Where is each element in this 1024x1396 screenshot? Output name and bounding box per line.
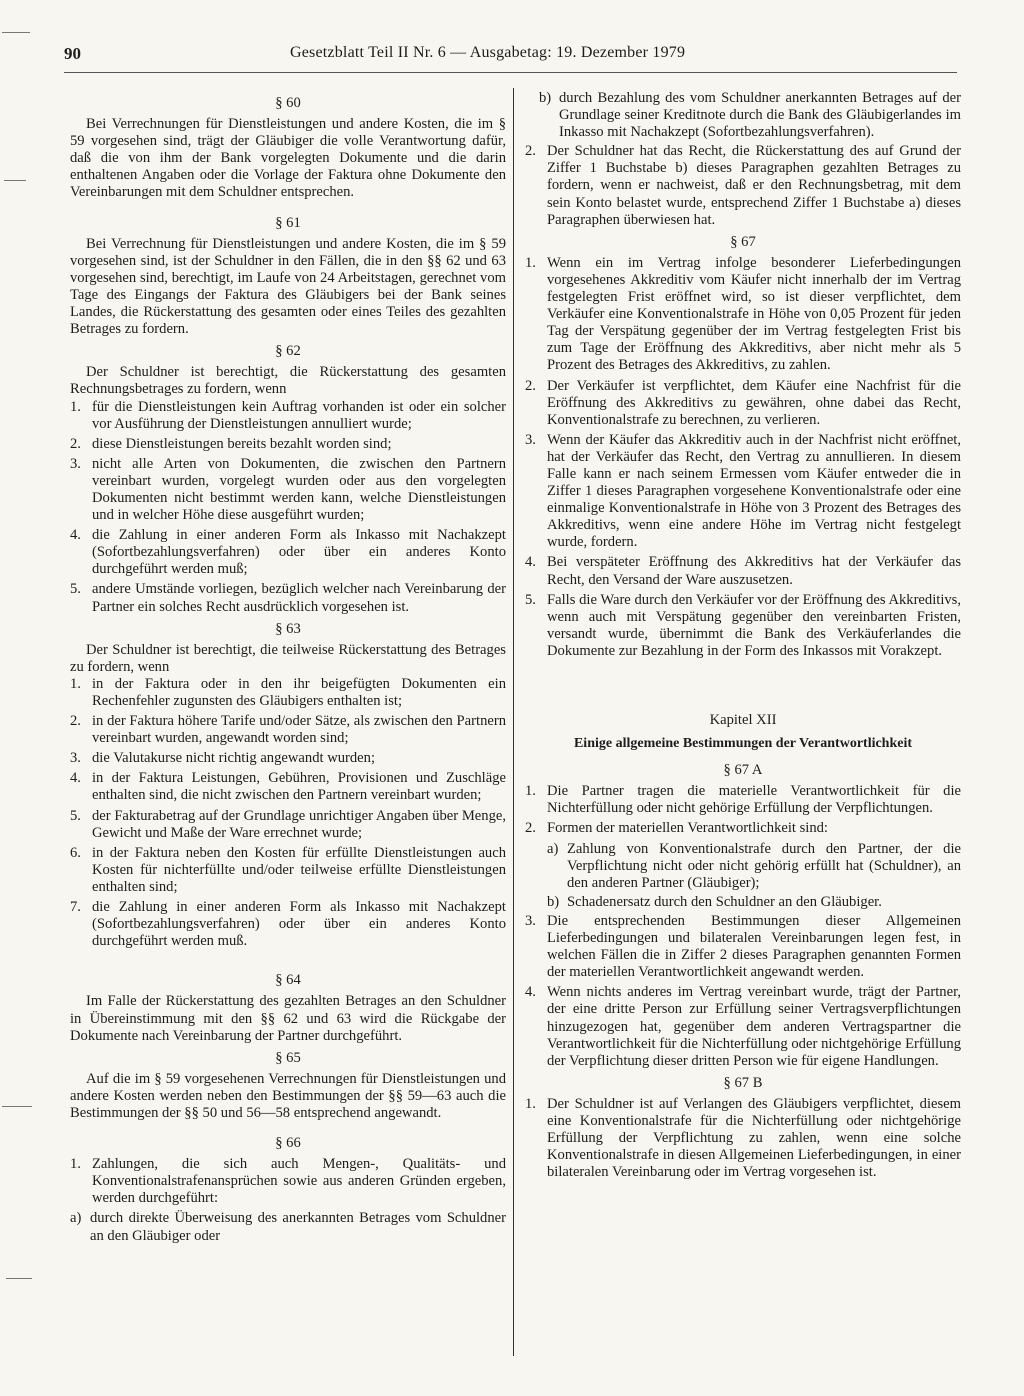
section-heading-64: § 64 bbox=[275, 972, 301, 989]
item-number: 1. bbox=[70, 1156, 81, 1173]
item-text: Falls die Ware durch den Verkäufer vor der Eröffnung des Akkreditivs, wenn auch mit Verspätung gegenüber den vereinbarten Fristen, versandt wurde, übernimmt die Bank des Verkäuferlandes die Dokumente zur Bezahlung in der Form des Inkassos mit Vorakzept. bbox=[547, 591, 961, 659]
item-text: Wenn der Käufer das Akkreditiv auch in der Nachfrist nicht eröffnet, hat der Verkäufer das Recht, den Vertrag zu annullieren. In diesem Falle kann er nach seinem Ermessen vom Käufer entweder die in Ziffer 1 dieses Paragraphen vorgesehene Konventionalstrafe oder eine einmalige Konventionalstrafe in Höhe von 3 Prozent des Betrages des Akkreditivs, wenn eine andere Höhe im Vertrag nicht festgelegt wurde, fordern. bbox=[547, 431, 961, 551]
item-number: 6. bbox=[70, 844, 81, 861]
sub-item-text: Schadenersatz durch den Schuldner an den Gläubiger. bbox=[567, 893, 882, 910]
chapter-label: Kapitel XII bbox=[709, 712, 777, 728]
right-column bbox=[525, 90, 961, 1184]
item-text: in der Faktura oder in den ihr beigefügten Dokumenten ein Rechenfehler zugunsten des Gläubigers enthalten ist; bbox=[92, 675, 506, 709]
list-item bbox=[70, 436, 506, 453]
item-text: Formen der materiellen Verantwortlichkeit sind: bbox=[547, 820, 828, 837]
item-number: 1. bbox=[70, 675, 81, 692]
item-text: der Fakturabetrag auf der Grundlage unrichtiger Angaben über Menge, Gewicht und Maße der Ware errechnet wurde; bbox=[92, 807, 506, 841]
section-heading-67: § 67 bbox=[730, 233, 756, 250]
list-item bbox=[525, 432, 961, 552]
item-text: Der Schuldner hat das Recht, die Rückerstattung des auf Grund der Ziffer 1 Buchstabe b) dieses Paragraphen gezahlten Betrages zu fordern, wenn er nachweist, daß er den Rechnungsbetrag, mit dem sein Konto belastet wurde, entsprechend Ziffer 1 Buchstabe a) dieses Paragraphen überwiesen hat. bbox=[547, 143, 961, 228]
item-text: Bei verspäteter Eröffnung des Akkreditivs hat der Verkäufer das Recht, den Versand der Ware auszusetzen. bbox=[547, 554, 961, 588]
list-item bbox=[70, 581, 506, 615]
item-text: die Zahlung in einer anderen Form als Inkasso mit Nachakzept (Sofortbezahlungsverfahren) oder über ein anderes Konto durchgeführt werden muß. bbox=[92, 899, 506, 950]
sub-item-text: durch direkte Überweisung des anerkannten Betrages vom Schuldner an den Gläubiger oder bbox=[90, 1210, 506, 1244]
margin-mark bbox=[4, 180, 26, 181]
header-rule bbox=[64, 72, 957, 73]
section-60-text: Bei Verrechnungen für Dienstleistungen und andere Kosten, die im § 59 vorgesehen sind, trägt der Gläubiger die volle Verantwortung dafür, daß die von ihm der Bank vorgelegten Dokumente und die darin enthaltenen Angaben oder die Vorlage der Faktura ohne Dokumente den Vereinbarungen mit dem Schuldner entsprechen. bbox=[70, 116, 506, 201]
list-item bbox=[525, 913, 961, 981]
sub-item-letter: b) bbox=[539, 90, 552, 106]
section-heading-65: § 65 bbox=[275, 1049, 301, 1066]
item-text: nicht alle Arten von Dokumenten, die zwischen den Partnern vereinbart wurden, vorgelegt wurden oder aus den vorgelegten Dokumenten nicht bestimmt werden kann, welche Dienstleistungen und in welcher Höhe diese ausgeführt wurden; bbox=[92, 455, 506, 524]
list-item bbox=[525, 378, 961, 429]
list-item bbox=[525, 984, 961, 1069]
list-item bbox=[525, 592, 961, 660]
item-number: 4. bbox=[70, 770, 81, 787]
section-heading-67a: § 67 A bbox=[723, 762, 763, 779]
section-heading-62: § 62 bbox=[275, 343, 301, 360]
item-text: Die Partner tragen die materielle Verantwortlichkeit für die Nichterfüllung oder nicht gehörige Erfüllung der Verpflichtungen. bbox=[547, 783, 961, 817]
item-number: 2. bbox=[525, 820, 536, 837]
section-62-list bbox=[70, 399, 506, 616]
item-text: in der Faktura Leistungen, Gebühren, Provisionen und Zuschläge enthalten sind, die nicht zwischen den Partnern vereinbart wurden; bbox=[92, 770, 506, 804]
list-item bbox=[70, 808, 506, 842]
list-item bbox=[70, 770, 506, 804]
list-item bbox=[70, 456, 506, 524]
list-item bbox=[70, 899, 506, 950]
item-text: Wenn ein im Vertrag infolge besonderer Lieferbedingungen vorgesehenes Akkreditiv vom Käufer nicht innerhalb der im Vertrag festgelegten Frist eröffnet wird, so ist dieser verpflichtet, dem Verkäufer eine Konventionalstrafe in Höhe von 0,05 Prozent für jeden Tag der Verspätung gegenüber der im Vertrag festgelegten Frist bis zum Tage der Eröffnung des Akkreditivs, aber nicht mehr als 5 Prozent des Betrages des Akkreditivs, zu zahlen. bbox=[547, 254, 961, 374]
item-number: 4. bbox=[525, 984, 536, 1001]
item-number: 2. bbox=[70, 713, 81, 730]
sub-item-letter: b) bbox=[547, 893, 560, 910]
list-item bbox=[525, 820, 961, 837]
list-item bbox=[70, 1156, 506, 1207]
section-62-intro: Der Schuldner ist berechtigt, die Rückerstattung des gesamten Rechnungsbetrages zu fordern, wenn bbox=[70, 364, 506, 398]
page-header bbox=[64, 44, 964, 74]
section-67-list bbox=[525, 255, 961, 660]
item-number: 3. bbox=[70, 750, 81, 767]
item-number: 5. bbox=[70, 581, 81, 598]
sub-item-text: Zahlung von Konventionalstrafe durch den Partner, der die Verpflichtung nicht oder nicht gehörig erfüllt hat (Schuldner), an den anderen Partner (Gläubiger); bbox=[567, 840, 961, 891]
item-text: diese Dienstleistungen bereits bezahlt worden sind; bbox=[92, 435, 392, 452]
list-item bbox=[70, 527, 506, 578]
section-63-intro: Der Schuldner ist berechtigt, die teilweise Rückerstattung des Betrages zu fordern, wenn bbox=[70, 641, 506, 675]
item-text: in der Faktura höhere Tarife und/oder Sätze, als zwischen den Partnern vereinbart wurden, angewandt worden sind; bbox=[92, 713, 506, 747]
item-text: für die Dienstleistungen kein Auftrag vorhanden ist oder ein solcher vor Ausführung der Dienstleistungen annulliert wurde; bbox=[92, 398, 506, 432]
sub-item-letter: a) bbox=[547, 840, 559, 857]
item-number: 3. bbox=[525, 912, 536, 929]
list-item bbox=[70, 750, 506, 767]
margin-mark bbox=[2, 1106, 32, 1107]
section-heading-63: § 63 bbox=[275, 620, 301, 637]
item-number: 2. bbox=[525, 143, 536, 160]
section-heading-66: § 66 bbox=[275, 1135, 301, 1152]
list-item bbox=[70, 845, 506, 896]
item-text: andere Umstände vorliegen, bezüglich welcher nach Vereinbarung der Partner ein solches Recht ausdrücklich vorgesehen ist. bbox=[92, 581, 506, 615]
page-number: 90 bbox=[64, 44, 81, 63]
item-number: 2. bbox=[70, 435, 81, 452]
running-title: Gesetzblatt Teil II Nr. 6 — Ausgabetag: 19. Dezember 1979 bbox=[290, 44, 686, 61]
sub-item-letter: a) bbox=[70, 1210, 82, 1227]
item-number: 1. bbox=[525, 1095, 536, 1112]
list-item bbox=[525, 783, 961, 817]
list-item bbox=[525, 554, 961, 588]
item-number: 5. bbox=[70, 807, 81, 824]
sub-item bbox=[70, 1210, 506, 1244]
list-item bbox=[70, 713, 506, 747]
list-item bbox=[525, 255, 961, 375]
item-number: 1. bbox=[70, 398, 81, 415]
item-text: Die entsprechenden Bestimmungen dieser Allgemeinen Lieferbedingungen und bilateralen Vereinbarungen legen fest, in welchen Fällen die in Ziffer 2 dieses Paragraphen genannten Formen der materiellen Verantwortlichkeit angewandt werden. bbox=[547, 912, 961, 981]
item-text: Der Schuldner ist auf Verlangen des Gläubigers verpflichtet, diesem eine Konventionalstrafe für die Nichterfüllung oder nichtgehörige Erfüllung der Verpflichtung zu zahlen, wenn eine solche Konventionalstrafe in diesen Allgemeinen Lieferbedingungen, in einer bilateralen Vereinbarung oder im Vertrag vorgesehen ist. bbox=[547, 1095, 961, 1181]
item-text: Der Verkäufer ist verpflichtet, dem Käufer eine Nachfrist für die Eröffnung des Akkreditivs zu gewähren, ohne dabei das Recht, Konventionalstrafe zu berechnen, zu verlieren. bbox=[547, 377, 961, 428]
item-number: 4. bbox=[525, 554, 536, 571]
item-number: 3. bbox=[70, 455, 81, 472]
item-number: 2. bbox=[525, 377, 536, 394]
item-number: 1. bbox=[525, 254, 536, 271]
item-text: Wenn nichts anderes im Vertrag vereinbart wurde, trägt der Partner, der eine dritte Person zur Erfüllung seiner Vertragsverpflichtungen hinzugezogen hat, gegenüber dem anderen Vertragspartner die Verantwortlichkeit für die Nichterfüllung oder nichtgehörige Erfüllung der Verpflichtung dieser dritten Person wie für eigene Handlungen. bbox=[547, 984, 961, 1069]
item-number: 3. bbox=[525, 431, 536, 448]
item-text: Zahlungen, die sich auch Mengen-, Qualitäts- und Konventionalstrafenansprüchen sowie aus anderen Gründen ergeben, werden durchgeführt: bbox=[92, 1156, 506, 1207]
item-number: 5. bbox=[525, 591, 536, 608]
section-65-text: Auf die im § 59 vorgesehenen Verrechnungen für Dienstleistungen und andere Kosten werden neben den Bestimmungen der §§ 59—63 auch die Bestimmungen der §§ 50 und 56—58 entsprechend angewandt. bbox=[70, 1070, 506, 1121]
list-item bbox=[70, 676, 506, 710]
list-item bbox=[525, 143, 961, 228]
section-heading-60: § 60 bbox=[275, 95, 301, 111]
margin-mark bbox=[6, 1278, 32, 1279]
section-61-text: Bei Verrechnung für Dienstleistungen und andere Kosten, die im § 59 vorgesehen sind, ist der Schuldner in den Fällen, die in den §§ 62 und 63 vorgesehen sind, berechtigt, im Laufe von 24 Arbeitstagen, gerechnet vom Tage des Eingangs der Faktura des Gläubigers bei der Bank seines Landes, die Rückerstattung des gesamten oder eines Teiles des gezahlten Betrages zu fordern. bbox=[70, 235, 506, 338]
item-number: 7. bbox=[70, 899, 81, 916]
sub-item bbox=[539, 90, 961, 141]
item-number: 1. bbox=[525, 783, 536, 800]
item-text: die Zahlung in einer anderen Form als Inkasso mit Nachakzept (Sofortbezahlungsverfahren) oder über ein anderes Konto durchgeführt werden muß; bbox=[92, 527, 506, 578]
list-item bbox=[70, 399, 506, 433]
left-column bbox=[70, 90, 506, 1247]
sub-item-text: durch Bezahlung des vom Schuldner anerkannten Betrages auf der Grundlage seiner Kreditnote durch die Bank des Gläubigerlandes im Inkasso mit Nachakzept (Sofortbezahlungsverfahren). bbox=[559, 90, 961, 141]
section-heading-67b: § 67 B bbox=[723, 1074, 763, 1091]
section-63-list bbox=[70, 676, 506, 950]
column-divider bbox=[513, 88, 514, 1356]
section-64-text: Im Falle der Rückerstattung des gezahlten Betrages an den Schuldner in Übereinstimmung mit den §§ 62 und 63 wird die Rückgabe der Dokumente nach Vereinbarung der Partner durchgeführt. bbox=[70, 993, 506, 1044]
margin-mark bbox=[2, 32, 30, 33]
chapter-title: Einige allgemeine Bestimmungen der Verantwortlichkeit bbox=[573, 736, 913, 752]
item-text: die Valutakurse nicht richtig angewandt wurden; bbox=[92, 750, 376, 767]
list-item bbox=[525, 1096, 961, 1181]
item-number: 4. bbox=[70, 527, 81, 544]
item-text: in der Faktura neben den Kosten für erfüllte Dienstleistungen auch Kosten für nichterfüllte und/oder teilweise erfüllte Dienstleistungen enthalten sind; bbox=[92, 844, 506, 895]
section-heading-61: § 61 bbox=[275, 214, 301, 231]
sub-item bbox=[547, 841, 961, 892]
sub-item bbox=[547, 894, 961, 911]
